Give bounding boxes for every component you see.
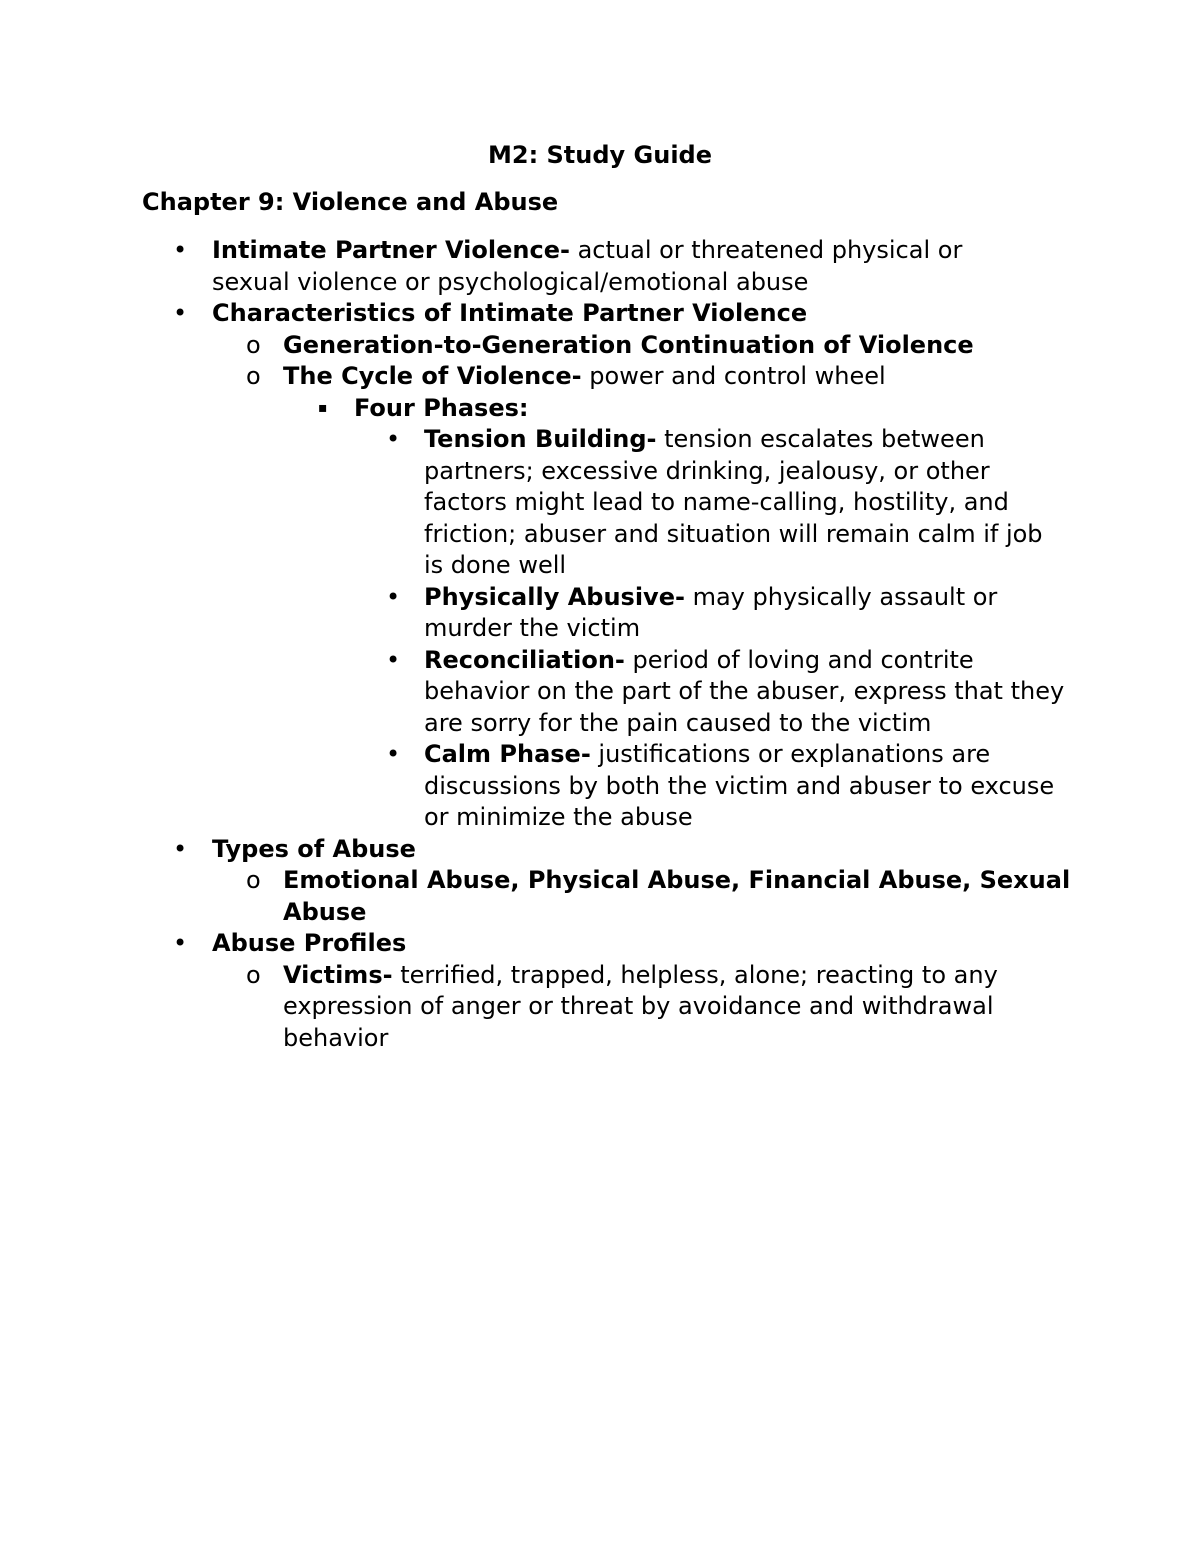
list-item	[0, 424, 1066, 582]
item-description: tension escalates between partners; excessive drinking, jealousy, or other factors might lead to name-calling, hostility, and friction; abuser and situation will remain calm if job is done well	[424, 425, 1043, 579]
bullet-icon: •	[386, 740, 401, 768]
circle-bullet-icon: o	[246, 330, 261, 359]
circle-bullet-icon: o	[246, 960, 261, 989]
item-description: actual or threatened physical or sexual violence or psychological/emotional abuse	[212, 236, 963, 296]
item-term: Emotional Abuse, Physical Abuse, Financial Abuse, Sexual Abuse	[283, 866, 1071, 926]
item-term: Calm Phase-	[424, 740, 591, 768]
list-item	[0, 834, 1044, 866]
circle-bullet-icon: o	[246, 362, 261, 390]
item-term: Characteristics of Intimate Partner Violence	[212, 299, 808, 327]
list-item	[0, 361, 1073, 393]
list-item	[0, 582, 1066, 645]
list-item	[0, 393, 1074, 425]
item-term: Physically Abusive-	[424, 582, 685, 611]
list-item	[0, 960, 1073, 1055]
item-term: Intimate Partner Violence-	[212, 236, 570, 264]
item-term: Abuse Profiles	[212, 929, 407, 957]
item-description: may physically assault or murder the victim	[424, 582, 998, 642]
item-description: terrified, trapped, helpless, alone; reacting to any expression of anger or threat by avoidance and withdrawal behavior	[283, 960, 998, 1052]
item-term: Reconciliation-	[424, 645, 625, 674]
chapter-heading: Chapter 9: Violence and Abuse	[142, 188, 559, 216]
bullet-icon: •	[386, 645, 401, 674]
bullet-icon: •	[173, 236, 188, 264]
list-item	[0, 739, 1066, 834]
item-description: period of loving and contrite behavior on the part of the abuser, express that they are sorry for the pain caused to the victim	[424, 645, 1065, 737]
bullet-icon: •	[386, 425, 401, 453]
list-item	[0, 330, 1073, 362]
item-term: Generation-to-Generation Continuation of Violence	[283, 330, 974, 359]
list-item	[0, 298, 1044, 330]
circle-bullet-icon: o	[246, 866, 261, 894]
item-description: justifications or explanations are discussions by both the victim and abuser to excuse or minimize the abuse	[424, 740, 1055, 831]
list-item	[0, 235, 1044, 298]
bullet-icon: •	[173, 929, 188, 957]
item-term: Four Phases:	[354, 393, 529, 422]
bullet-icon: •	[173, 299, 188, 327]
list-item	[0, 865, 1073, 928]
bullet-icon: •	[173, 834, 188, 863]
item-description: power and control wheel	[581, 362, 886, 390]
item-term: The Cycle of Violence-	[283, 362, 582, 390]
outline-list	[0, 235, 1200, 1054]
square-bullet-icon: ▪	[318, 399, 328, 416]
item-term: Victims-	[283, 960, 393, 989]
list-item	[0, 928, 1044, 960]
list-item	[0, 645, 1066, 740]
bullet-icon: •	[386, 582, 401, 611]
item-term: Tension Building-	[424, 425, 657, 453]
document-title: M2: Study Guide	[487, 141, 713, 169]
item-term: Types of Abuse	[212, 834, 416, 863]
